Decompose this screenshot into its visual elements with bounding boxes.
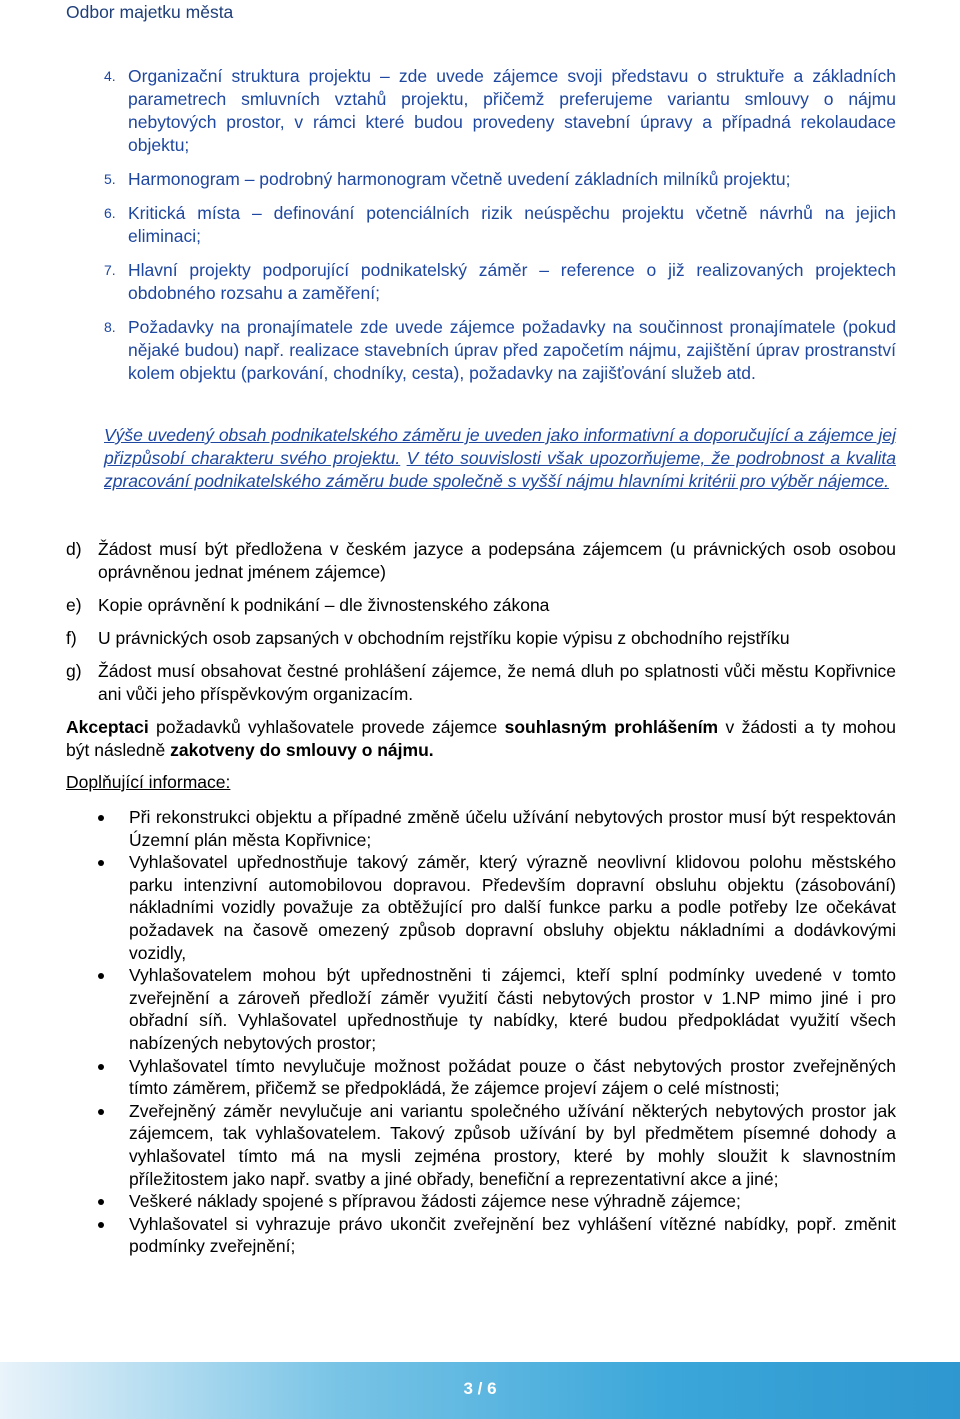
item-text: U právnických osob zapsaných v obchodním rejstříku kopie výpisu z obchodního rejstříku [98, 628, 790, 648]
lettered-list [66, 538, 896, 706]
bullet-text: Veškeré náklady spojené s přípravou žádosti zájemce nese výhradně zájemce; [129, 1191, 741, 1212]
list-item-g [66, 660, 896, 706]
bullet-item [98, 1055, 896, 1100]
acceptance-paragraph [66, 716, 896, 762]
acceptance-text-2: v žádosti a ty mohou být následně [66, 717, 896, 760]
bullet-icon [98, 1222, 104, 1228]
list-item-5 [104, 168, 896, 191]
item-text: Hlavní projekty podporující podnikatelský záměr – reference o již realizovaných projektech obdobného rozsahu a zaměření; [128, 260, 896, 303]
note-part-2: V této souvislosti však upozorňujeme, že podrobnost a kvalita zpracování podnikatelského záměru bude společně s vyšší nájmu hlavními kritérii pro výběr nájemce. [104, 448, 896, 491]
list-item-4 [104, 65, 896, 157]
bullet-text: Při rekonstrukci objektu a případné změně účelu užívání nebytových prostor musí být respektován Územní plán města Kopřivnice; [129, 807, 896, 850]
additional-info-list [98, 806, 896, 1258]
item-text: Žádost musí být předložena v českém jazyce a podepsána zájemcem (u právnických osob osobou oprávněnou jednat jménem zájemce) [98, 539, 896, 582]
list-item-8 [104, 316, 896, 385]
bullet-item [98, 1190, 896, 1213]
bullet-item [98, 1213, 896, 1258]
bullet-icon [98, 815, 104, 821]
list-item-7 [104, 259, 896, 305]
list-item-f [66, 627, 896, 650]
bullet-item [98, 964, 896, 1054]
item-number: 6. [104, 205, 116, 221]
item-number: 4. [104, 68, 116, 84]
item-text: Organizační struktura projektu – zde uvede zájemce svoji představu o struktuře a základních parametrech smluvních vztahů projektu, přičemž preferujeme variantu smlouvy o nájmu nebytových prostor, v rámci které budou provedeny stavební úpravy a případná rekolaudace objektu; [128, 66, 896, 155]
business-plan-note [104, 424, 896, 493]
bullet-text: Zveřejněný záměr nevylučuje ani variantu společného užívání některých nebytových prostor jak zájemcem, tak vyhlašovatelem. Takový způsob užívání by byl předmětem písemné dohody a vyhlašovatel tímto má na mysli zejména prostory, které by mohly sloužit k slavnostním příležitostem jako např. svatby a jiné obřady, benefiční a reprezentativní akce a jiné; [129, 1100, 896, 1189]
item-letter: g) [66, 661, 82, 681]
note-part-1: Výše uvedený obsah podnikatelského záměru je uveden jako informativní a doporučující a zájemce jej přizpůsobí charakteru svého projektu. [104, 425, 896, 468]
bullet-item [98, 806, 896, 851]
additional-info-heading: Doplňující informace: [66, 772, 231, 792]
item-text: Kopie oprávnění k podnikání – dle živnostenského zákona [98, 595, 550, 615]
item-letter: d) [66, 539, 82, 559]
bullet-item [98, 851, 896, 964]
bullet-icon [98, 1199, 104, 1205]
acceptance-bold-3: zakotveny do smlouvy o nájmu. [170, 740, 434, 760]
bullet-text: Vyhlašovatel tímto nevylučuje možnost požádat pouze o část nebytových prostor zveřejněných tímto záměrem, přičemž se předpokládá, že zájemce projeví zájem o celé místnosti; [129, 1055, 896, 1099]
bullet-icon [98, 1109, 104, 1115]
bullet-text: Vyhlašovatel si vyhrazuje právo ukončit zveřejnění bez vyhlášení vítězné nabídky, popř. změnit podmínky zveřejnění; [129, 1213, 896, 1257]
list-item-e [66, 594, 896, 617]
list-item-d [66, 538, 896, 584]
page-number: 3 / 6 [463, 1379, 497, 1398]
bullet-text: Vyhlašovatelem mohou být upřednostněni ti zájemci, kteří splní podmínky uvedené v tomto zveřejnění a zároveň předloží záměr využití části nebytových prostor v 1.NP mimo jiné i pro obřadní síň. Vyhlašovatel upřednostňuje ty nabídky, které budou předpokládat využití všech nabízených nebytových prostor; [129, 965, 896, 1053]
list-item-6 [104, 202, 896, 248]
item-text: Žádost musí obsahovat čestné prohlášení zájemce, že nemá dluh po splatnosti vůči městu Kopřivnice ani vůči jeho příspěvkovým organizacím. [98, 661, 896, 704]
bullet-icon [98, 973, 104, 979]
item-number: 5. [104, 171, 116, 187]
item-letter: f) [66, 628, 77, 648]
item-text: Kritická místa – definování potenciálních rizik neúspěchu projektu včetně návrhů na jejich eliminaci; [128, 203, 896, 246]
bullet-text: Vyhlašovatel upřednostňuje takový záměr, který výrazně neovlivní klidovou polohu městského parku intenzivní automobilovou dopravou. Především dopravní obsluhu objektu (zásobování) nákladními vozidly považuje za obtěžující pro další funkce parku a podle potřeby lze očekávat požadavek na časově omezený způsob dopravní obsluhy objektu nákladními a dodávkovými vozidly, [129, 852, 896, 963]
acceptance-bold-1: Akceptaci [66, 717, 149, 737]
page-header-title: Odbor majetku města [66, 2, 234, 22]
item-text: Harmonogram – podrobný harmonogram včetně uvedení základních milníků projektu; [128, 169, 791, 189]
bullet-item [98, 1100, 896, 1190]
item-number: 8. [104, 319, 116, 335]
item-letter: e) [66, 595, 82, 615]
acceptance-bold-2: souhlasným prohlášením [504, 717, 719, 737]
item-number: 7. [104, 262, 116, 278]
acceptance-text-1: požadavků vyhlašovatele provede zájemce [148, 717, 505, 737]
bullet-icon [98, 1064, 104, 1070]
bullet-icon [98, 860, 104, 866]
numbered-list [104, 65, 896, 385]
item-text: Požadavky na pronajímatele zde uvede zájemce požadavky na součinnost pronajímatele (pokud nějaké budou) např. realizace stavebních úprav před započetím nájmu, zajištění úprav prostranství kolem objektu (parkování, chodníky, cesta), požadavky na zajišťování služeb atd. [128, 317, 896, 383]
